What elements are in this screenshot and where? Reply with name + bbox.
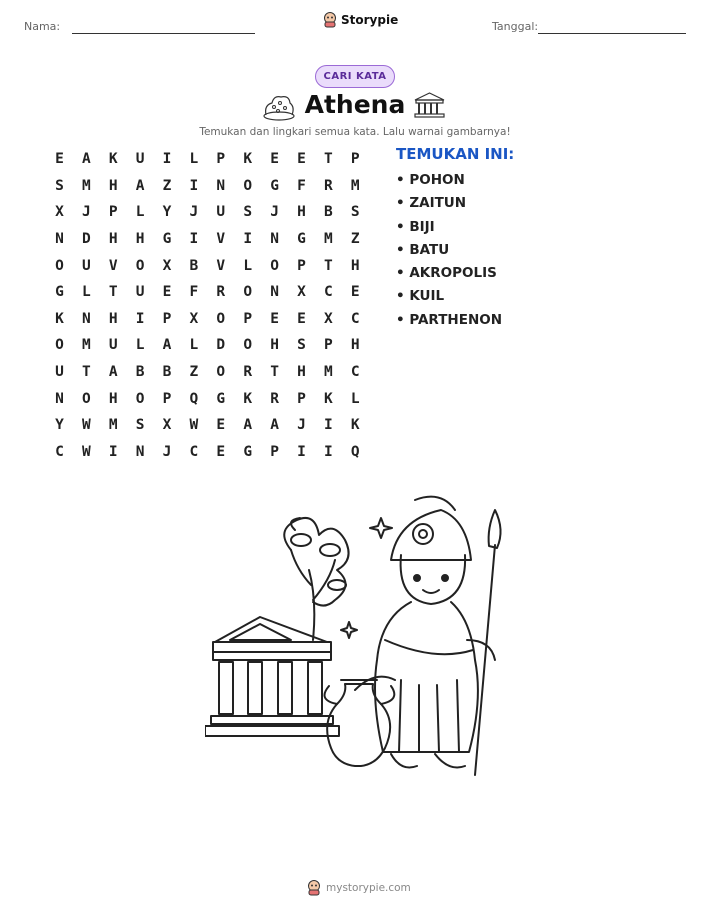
grid-letter[interactable]: A <box>135 177 145 194</box>
grid-letter[interactable]: T <box>270 364 279 381</box>
grid-letter[interactable]: O <box>270 257 279 274</box>
grid-letter[interactable]: B <box>135 364 145 381</box>
grid-letter[interactable]: V <box>216 257 226 274</box>
grid-letter[interactable]: I <box>189 177 199 194</box>
instructions: Temukan dan lingkari semua kata. Lalu warnai gambarnya! <box>199 126 511 138</box>
grid-letter[interactable]: J <box>81 204 91 221</box>
greek-temple-icon <box>413 91 446 120</box>
grid-letter[interactable]: C <box>189 443 199 460</box>
grid-letter[interactable]: S <box>243 204 253 221</box>
grid-letter[interactable]: O <box>216 310 226 327</box>
grid-letter[interactable]: Y <box>162 204 172 221</box>
grid-letter[interactable]: O <box>243 337 253 354</box>
grid-letter[interactable]: O <box>55 257 64 274</box>
grid-letter[interactable]: L <box>135 337 145 354</box>
grid-letter[interactable]: U <box>81 257 91 274</box>
grid-letter[interactable]: W <box>189 417 199 434</box>
grid-letter[interactable]: K <box>323 390 333 407</box>
grid-letter[interactable]: T <box>323 151 333 168</box>
grid-letter[interactable]: T <box>108 284 118 301</box>
grid-letter[interactable]: U <box>216 204 226 221</box>
page-title: Athena <box>304 90 406 119</box>
grid-letter[interactable]: M <box>323 364 333 381</box>
word-list <box>396 170 502 333</box>
grid-letter[interactable]: E <box>216 443 226 460</box>
word-search-grid[interactable] <box>46 146 369 465</box>
grid-letter[interactable]: P <box>108 204 118 221</box>
grid-letter[interactable]: N <box>55 231 64 248</box>
grid-letter[interactable]: U <box>135 284 145 301</box>
grid-letter[interactable]: E <box>162 284 172 301</box>
grid-letter[interactable]: N <box>81 310 91 327</box>
grid-letter[interactable]: P <box>216 151 226 168</box>
grid-letter[interactable]: K <box>243 390 253 407</box>
grid-letter[interactable]: Q <box>350 443 360 460</box>
grid-letter[interactable]: I <box>323 417 333 434</box>
grid-letter[interactable]: E <box>297 310 306 327</box>
grid-letter[interactable]: P <box>297 257 306 274</box>
grid-letter[interactable]: A <box>270 417 279 434</box>
grid-letter[interactable]: G <box>297 231 306 248</box>
grid-letter[interactable]: N <box>135 443 145 460</box>
grid-letter[interactable]: O <box>81 390 91 407</box>
grid-letter[interactable]: K <box>55 310 64 327</box>
word-item: • BATU <box>396 241 450 258</box>
grid-letter[interactable]: E <box>270 310 279 327</box>
grid-letter[interactable]: L <box>350 390 360 407</box>
word-item: • PARTHENON <box>396 311 503 328</box>
grid-letter[interactable]: V <box>108 257 118 274</box>
grid-letter[interactable]: P <box>162 310 172 327</box>
word-item: • ZAITUN <box>396 195 467 212</box>
grid-letter[interactable]: M <box>323 231 333 248</box>
grid-letter[interactable]: G <box>270 177 279 194</box>
grid-letter[interactable]: A <box>108 364 118 381</box>
grid-letter[interactable]: A <box>243 417 253 434</box>
grid-letter[interactable]: O <box>216 364 226 381</box>
grid-letter[interactable]: Z <box>350 231 360 248</box>
grid-letter[interactable]: E <box>297 151 306 168</box>
grid-letter[interactable]: X <box>323 310 333 327</box>
grid-letter[interactable]: G <box>55 284 64 301</box>
grid-letter[interactable]: P <box>297 390 306 407</box>
brand-logo <box>323 12 398 28</box>
grid-letter[interactable]: H <box>350 257 360 274</box>
grid-letter[interactable]: Z <box>189 364 199 381</box>
grid-letter[interactable]: I <box>243 231 253 248</box>
grid-letter[interactable]: A <box>162 337 172 354</box>
grid-letter[interactable]: U <box>135 151 145 168</box>
grid-letter[interactable]: X <box>189 310 199 327</box>
grid-letter[interactable]: J <box>162 443 172 460</box>
grid-letter[interactable]: C <box>323 284 333 301</box>
grid-letter[interactable]: M <box>81 177 91 194</box>
word-item: • AKROPOLIS <box>396 265 497 282</box>
word-item: • BIJI <box>396 218 435 235</box>
grid-letter[interactable]: L <box>81 284 91 301</box>
footer-link[interactable]: mystorypie.com <box>326 882 411 894</box>
date-label: Tanggal: <box>492 20 539 33</box>
grid-letter[interactable]: Z <box>162 177 172 194</box>
grid-letter[interactable]: X <box>162 417 172 434</box>
grid-letter[interactable]: N <box>216 177 226 194</box>
grid-letter[interactable]: O <box>55 337 64 354</box>
grid-letter[interactable]: P <box>350 151 360 168</box>
grid-letter[interactable]: M <box>350 177 360 194</box>
grid-letter[interactable]: K <box>108 151 118 168</box>
grid-letter[interactable]: N <box>270 231 279 248</box>
grid-letter[interactable]: P <box>270 443 279 460</box>
grid-letter[interactable]: J <box>270 204 279 221</box>
grid-letter[interactable]: P <box>243 310 253 327</box>
olive-bush-icon <box>262 91 296 121</box>
footer <box>307 880 411 896</box>
grid-letter[interactable]: S <box>55 177 64 194</box>
grid-letter[interactable]: T <box>81 364 91 381</box>
grid-letter[interactable]: L <box>189 151 199 168</box>
grid-letter[interactable]: O <box>243 284 253 301</box>
grid-letter[interactable]: R <box>270 390 279 407</box>
cari-kata-badge: CARI KATA <box>315 65 395 88</box>
brand-name: Storypie <box>341 13 399 27</box>
word-item: • KUIL <box>396 288 445 305</box>
grid-letter[interactable]: U <box>55 364 64 381</box>
grid-letter[interactable]: J <box>297 417 306 434</box>
grid-letter[interactable]: X <box>55 204 64 221</box>
grid-letter[interactable]: S <box>135 417 145 434</box>
word-item: • POHON <box>396 172 465 188</box>
grid-letter[interactable]: L <box>135 204 145 221</box>
grid-letter[interactable]: H <box>108 310 118 327</box>
grid-letter[interactable]: Q <box>189 390 199 407</box>
grid-letter[interactable]: C <box>55 443 64 460</box>
grid-letter[interactable]: O <box>135 257 145 274</box>
grid-letter[interactable]: I <box>162 151 172 168</box>
grid-letter[interactable]: U <box>108 337 118 354</box>
grid-letter[interactable]: X <box>297 284 306 301</box>
grid-letter[interactable]: N <box>55 390 64 407</box>
grid-letter[interactable]: L <box>189 337 199 354</box>
grid-letter[interactable]: B <box>323 204 333 221</box>
name-line[interactable] <box>72 33 255 34</box>
grid-letter[interactable]: G <box>216 390 226 407</box>
grid-letter[interactable]: I <box>135 310 145 327</box>
grid-letter[interactable]: K <box>350 417 360 434</box>
grid-letter[interactable]: S <box>297 337 306 354</box>
grid-letter[interactable]: D <box>81 231 91 248</box>
grid-letter[interactable]: M <box>108 417 118 434</box>
grid-letter[interactable]: W <box>81 443 91 460</box>
grid-letter[interactable]: C <box>350 364 360 381</box>
grid-letter[interactable]: I <box>108 443 118 460</box>
athena-coloring-illustration <box>205 490 515 780</box>
grid-letter[interactable]: B <box>162 364 172 381</box>
grid-letter[interactable]: F <box>297 177 306 194</box>
grid-letter[interactable]: H <box>297 204 306 221</box>
grid-letter[interactable]: H <box>108 231 118 248</box>
grid-letter[interactable]: I <box>297 443 306 460</box>
storypie-mascot-icon <box>307 880 321 896</box>
grid-letter[interactable]: N <box>270 284 279 301</box>
grid-letter[interactable]: D <box>216 337 226 354</box>
grid-letter[interactable]: R <box>243 364 253 381</box>
grid-letter[interactable]: B <box>189 257 199 274</box>
grid-letter[interactable]: L <box>243 257 253 274</box>
grid-letter[interactable]: T <box>323 257 333 274</box>
grid-letter[interactable]: P <box>323 337 333 354</box>
grid-letter[interactable]: G <box>162 231 172 248</box>
grid-letter[interactable]: C <box>350 310 360 327</box>
grid-letter[interactable]: H <box>350 337 360 354</box>
grid-letter[interactable]: K <box>243 151 253 168</box>
grid-letter[interactable]: F <box>189 284 199 301</box>
grid-letter[interactable]: Y <box>55 417 64 434</box>
storypie-mascot-icon <box>323 12 337 28</box>
grid-letter[interactable]: V <box>216 231 226 248</box>
grid-letter[interactable]: X <box>162 257 172 274</box>
date-line[interactable] <box>538 33 686 34</box>
grid-letter[interactable]: P <box>162 390 172 407</box>
grid-letter[interactable]: I <box>189 231 199 248</box>
grid-letter[interactable]: S <box>350 204 360 221</box>
grid-letter[interactable]: H <box>108 390 118 407</box>
grid-letter[interactable]: R <box>323 177 333 194</box>
grid-letter[interactable]: I <box>323 443 333 460</box>
find-title: TEMUKAN INI: <box>396 145 515 163</box>
grid-letter[interactable]: O <box>135 390 145 407</box>
grid-letter[interactable]: W <box>81 417 91 434</box>
grid-letter[interactable]: H <box>135 231 145 248</box>
grid-letter[interactable]: E <box>216 417 226 434</box>
grid-letter[interactable]: M <box>81 337 91 354</box>
grid-letter[interactable]: E <box>350 284 360 301</box>
grid-letter[interactable]: E <box>270 151 279 168</box>
grid-letter[interactable]: O <box>243 177 253 194</box>
grid-letter[interactable]: A <box>81 151 91 168</box>
grid-letter[interactable]: H <box>270 337 279 354</box>
name-label: Nama: <box>24 20 61 33</box>
grid-letter[interactable]: G <box>243 443 253 460</box>
grid-letter[interactable]: R <box>216 284 226 301</box>
grid-letter[interactable]: J <box>189 204 199 221</box>
grid-letter[interactable]: H <box>297 364 306 381</box>
grid-letter[interactable]: E <box>55 151 64 168</box>
grid-letter[interactable]: H <box>108 177 118 194</box>
